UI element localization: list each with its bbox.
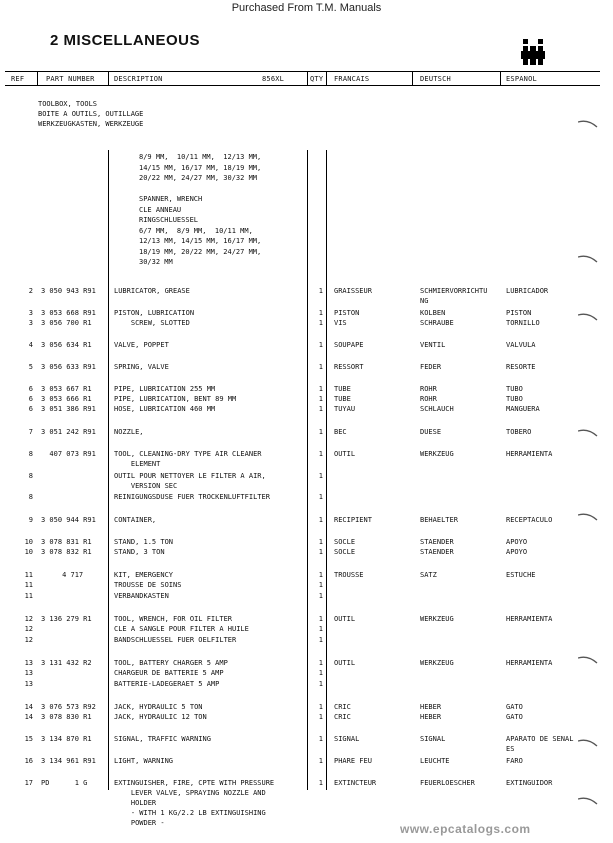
- row-part-number: 3 076 573 R92: [41, 703, 96, 711]
- row-description: CONTAINER,: [114, 516, 157, 524]
- row-francais: TUBE: [334, 385, 351, 393]
- row-description: STAND, 1.5 TON: [114, 538, 174, 546]
- row-deutsch: SATZ: [420, 571, 437, 579]
- row-francais: VIS: [334, 319, 347, 327]
- margin-mark-icon: [578, 655, 598, 665]
- row-deutsch: LEUCHTE: [420, 757, 450, 765]
- row-description: KIT, EMERGENCY: [114, 571, 174, 579]
- row-espanol: TUBO: [506, 385, 523, 393]
- row-ref: 4: [28, 341, 33, 349]
- row-part-number: 3 050 944 R91: [41, 516, 96, 524]
- intro-line-2: BOITE A OUTILS, OUTILLAGE: [38, 110, 144, 118]
- row-qty: 1: [318, 428, 323, 436]
- margin-mark-icon: [578, 738, 598, 748]
- row-qty: 1: [318, 385, 323, 393]
- row-qty: 1: [318, 493, 323, 501]
- row-ref: 12: [24, 625, 33, 633]
- row-description: EXTINGUISHER, FIRE, CPTE WITH PRESSURE LEVER VALVE, SPRAYING NOZZLE AND HOLDER - WITH 1 KG/2.2 LB EXTINGUISHING POWDER -: [114, 779, 275, 827]
- row-ref: 11: [24, 571, 33, 579]
- row-description: BANDSCHLUESSEL FUER OELFILTER: [114, 636, 237, 644]
- row-qty: 1: [318, 516, 323, 524]
- row-francais: SIGNAL: [334, 735, 360, 743]
- row-part-number: 3 053 667 R1: [41, 385, 92, 393]
- row-ref: 7: [28, 428, 33, 436]
- row-description: CHARGEUR DE BATTERIE 5 AMP: [114, 669, 224, 677]
- row-ref: 10: [24, 548, 33, 556]
- row-description: NOZZLE,: [114, 428, 144, 436]
- row-espanol: HERRAMIENTA: [506, 450, 553, 458]
- row-part-number: 3 050 943 R91: [41, 287, 96, 295]
- row-deutsch: HEBER: [420, 713, 442, 721]
- col-sep-de: [500, 71, 501, 85]
- row-deutsch: ROHR: [420, 395, 437, 403]
- row-ref: 14: [24, 713, 33, 721]
- row-ref: 12: [24, 636, 33, 644]
- size-list-line: 30/32 MM: [139, 258, 173, 266]
- row-espanol: APARATO DE SENAL ES: [506, 735, 574, 753]
- row-espanol: HERRAMIENTA: [506, 615, 553, 623]
- row-description: JACK, HYDRAULIC 12 TON: [114, 713, 207, 721]
- row-francais: EXTINCTEUR: [334, 779, 377, 787]
- row-description: HOSE, LUBRICATION 460 MM: [114, 405, 216, 413]
- row-part-number: 3 053 666 R1: [41, 395, 92, 403]
- row-espanol: APOYO: [506, 548, 528, 556]
- row-deutsch: DUESE: [420, 428, 442, 436]
- row-qty: 1: [318, 779, 323, 787]
- row-description: LUBRICATOR, GREASE: [114, 287, 190, 295]
- margin-mark-icon: [578, 428, 598, 438]
- row-ref: 8: [28, 493, 33, 501]
- row-deutsch: FEDER: [420, 363, 442, 371]
- row-francais: OUTIL: [334, 615, 356, 623]
- row-description: PIPE, LUBRICATION, BENT 89 MM: [114, 395, 237, 403]
- row-description: BATTERIE-LADEGERAET 5 AMP: [114, 680, 220, 688]
- row-qty: 1: [318, 625, 323, 633]
- row-description: JACK, HYDRAULIC 5 TON: [114, 703, 203, 711]
- row-ref: 3: [28, 319, 33, 327]
- col-header-part-number: PART NUMBER: [46, 75, 95, 83]
- row-part-number: PD 1 G: [41, 779, 88, 787]
- row-description: CLE A SANGLE POUR FILTER A HUILE: [114, 625, 249, 633]
- col-sep-part: [108, 71, 109, 85]
- row-francais: GRAISSEUR: [334, 287, 372, 295]
- row-ref: 11: [24, 592, 33, 600]
- row-francais: PHARE FEU: [334, 757, 372, 765]
- row-qty: 1: [318, 319, 323, 327]
- row-part-number: 3 131 432 R2: [41, 659, 92, 667]
- col-header-qty: QTY: [310, 75, 324, 83]
- intro-line-1: TOOLBOX, TOOLS: [38, 100, 98, 108]
- row-qty: 1: [318, 287, 323, 295]
- row-ref: 6: [28, 385, 33, 393]
- row-part-number: 4 717: [41, 571, 84, 579]
- row-ref: 10: [24, 538, 33, 546]
- row-qty: 1: [318, 581, 323, 589]
- row-deutsch: WERKZEUG: [420, 450, 454, 458]
- row-espanol: GATO: [506, 703, 523, 711]
- row-ref: 6: [28, 395, 33, 403]
- row-part-number: 3 051 242 R91: [41, 428, 96, 436]
- row-qty: 1: [318, 341, 323, 349]
- row-ref: 3: [28, 309, 33, 317]
- row-description: SIGNAL, TRAFFIC WARNING: [114, 735, 211, 743]
- row-ref: 9: [28, 516, 33, 524]
- row-description: PISTON, LUBRICATION: [114, 309, 195, 317]
- size-list-line: 8/9 MM, 10/11 MM, 12/13 MM,: [139, 153, 262, 161]
- size-list-line: RINGSCHLUESSEL: [139, 216, 199, 224]
- row-part-number: 3 078 830 R1: [41, 713, 92, 721]
- margin-mark-icon: [578, 312, 598, 322]
- row-deutsch: SIGNAL: [420, 735, 446, 743]
- row-espanol: RECEPTACULO: [506, 516, 553, 524]
- row-part-number: 3 078 832 R1: [41, 548, 92, 556]
- header-top-rule: [5, 71, 600, 72]
- body-sep-qty: [326, 150, 327, 790]
- row-espanol: MANGUERA: [506, 405, 540, 413]
- purchased-watermark: Purchased From T.M. Manuals: [231, 2, 382, 14]
- row-ref: 12: [24, 615, 33, 623]
- row-description: SPRING, VALVE: [114, 363, 169, 371]
- col-sep-qty: [326, 71, 327, 85]
- row-part-number: 3 053 668 R91: [41, 309, 96, 317]
- row-deutsch: ROHR: [420, 385, 437, 393]
- row-ref: 6: [28, 405, 33, 413]
- row-description: TOOL, BATTERY CHARGER 5 AMP: [114, 659, 228, 667]
- row-ref: 8: [28, 472, 33, 480]
- row-francais: OUTIL: [334, 659, 356, 667]
- row-deutsch: VENTIL: [420, 341, 446, 349]
- row-francais: CRIC: [334, 713, 351, 721]
- row-description: TROUSSE DE SOINS: [114, 581, 182, 589]
- row-francais: CRIC: [334, 703, 351, 711]
- row-qty: 1: [318, 735, 323, 743]
- row-deutsch: SCHRAUBE: [420, 319, 454, 327]
- intro-line-3: WERKZEUGKASTEN, WERKZEUGE: [38, 120, 144, 128]
- row-qty: 1: [318, 309, 323, 317]
- row-description: LIGHT, WARNING: [114, 757, 174, 765]
- row-ref: 13: [24, 669, 33, 677]
- row-ref: 13: [24, 680, 33, 688]
- ih-logo: [521, 39, 545, 65]
- row-ref: 8: [28, 450, 33, 458]
- margin-mark-icon: [578, 512, 598, 522]
- row-qty: 1: [318, 571, 323, 579]
- row-qty: 1: [318, 395, 323, 403]
- row-espanol: TUBO: [506, 395, 523, 403]
- row-qty: 1: [318, 363, 323, 371]
- row-qty: 1: [318, 703, 323, 711]
- row-description: PIPE, LUBRICATION 255 MM: [114, 385, 216, 393]
- row-part-number: 3 078 831 R1: [41, 538, 92, 546]
- row-description: TOOL, CLEANING-DRY TYPE AIR CLEANER ELEMENT: [114, 450, 262, 468]
- row-description: SCREW, SLOTTED: [114, 319, 190, 327]
- row-part-number: 3 051 386 R91: [41, 405, 96, 413]
- section-title: 2 MISCELLANEOUS: [50, 32, 201, 49]
- row-espanol: FARO: [506, 757, 523, 765]
- row-qty: 1: [318, 669, 323, 677]
- row-deutsch: WERKZEUG: [420, 615, 454, 623]
- row-ref: 2: [28, 287, 33, 295]
- col-header-espanol: ESPANOL: [506, 75, 537, 83]
- row-espanol: HERRAMIENTA: [506, 659, 553, 667]
- col-sep-fr: [412, 71, 413, 85]
- row-deutsch: SCHMIERVORRICHTU NG: [420, 287, 488, 305]
- row-description: STAND, 3 TON: [114, 548, 165, 556]
- body-sep-part: [108, 150, 109, 790]
- col-header-deutsch: DEUTSCH: [420, 75, 451, 83]
- row-qty: 1: [318, 472, 323, 480]
- margin-mark-icon: [578, 796, 598, 806]
- size-list-line: 18/19 MM, 20/22 MM, 24/27 MM,: [139, 247, 262, 256]
- row-ref: 13: [24, 659, 33, 667]
- row-ref: 11: [24, 581, 33, 589]
- row-francais: RESSORT: [334, 363, 364, 371]
- size-list-line: 6/7 MM, 8/9 MM, 10/11 MM,: [139, 226, 253, 235]
- row-deutsch: WERKZEUG: [420, 659, 454, 667]
- row-espanol: GATO: [506, 713, 523, 721]
- row-qty: 1: [318, 405, 323, 413]
- row-part-number: 3 134 961 R91: [41, 757, 96, 765]
- row-espanol: ESTUCHE: [506, 571, 536, 579]
- row-francais: PISTON: [334, 309, 360, 317]
- row-espanol: VALVULA: [506, 341, 536, 349]
- row-francais: SOCLE: [334, 548, 356, 556]
- row-francais: TROUSSE: [334, 571, 364, 579]
- row-part-number: 3 136 279 R1: [41, 615, 92, 623]
- row-deutsch: HEBER: [420, 703, 442, 711]
- row-espanol: EXTINGUIDOR: [506, 779, 553, 787]
- row-francais: OUTIL: [334, 450, 356, 458]
- row-description: REINIGUNGSDUSE FUER TROCKENLUFTFILTER: [114, 493, 270, 501]
- row-francais: RECIPIENT: [334, 516, 372, 524]
- row-ref: 16: [24, 757, 33, 765]
- row-qty: 1: [318, 713, 323, 721]
- row-qty: 1: [318, 757, 323, 765]
- row-part-number: 407 073 R91: [41, 450, 96, 458]
- row-deutsch: STAENDER: [420, 538, 454, 546]
- size-list-line: CLE ANNEAU: [139, 205, 182, 214]
- row-part-number: 3 056 700 R1: [41, 319, 92, 327]
- row-qty: 1: [318, 538, 323, 546]
- row-qty: 1: [318, 450, 323, 458]
- col-sep-desc: [307, 71, 308, 85]
- col-sep-ref: [37, 71, 38, 85]
- margin-mark-icon: [578, 119, 598, 129]
- row-description: TOOL, WRENCH, FOR OIL FILTER: [114, 615, 233, 623]
- row-francais: BEC: [334, 428, 347, 436]
- col-header-description: DESCRIPTION: [114, 75, 163, 83]
- row-ref: 5: [28, 363, 33, 371]
- size-list-line: 14/15 MM, 16/17 MM, 18/19 MM,: [139, 163, 262, 172]
- margin-mark-icon: [578, 254, 598, 264]
- col-header-francais: FRANCAIS: [334, 75, 370, 83]
- row-deutsch: STAENDER: [420, 548, 454, 556]
- row-qty: 1: [318, 548, 323, 556]
- body-sep-desc: [307, 150, 308, 790]
- col-header-model: 856XL: [262, 75, 285, 83]
- row-espanol: TOBERO: [506, 428, 532, 436]
- row-francais: SOUPAPE: [334, 341, 364, 349]
- row-espanol: LUBRICADOR: [506, 287, 549, 295]
- row-ref: 15: [24, 735, 33, 743]
- row-deutsch: BEHAELTER: [420, 516, 458, 524]
- row-espanol: APOYO: [506, 538, 528, 546]
- row-francais: SOCLE: [334, 538, 356, 546]
- row-espanol: TORNILLO: [506, 319, 540, 327]
- row-francais: TUBE: [334, 395, 351, 403]
- row-part-number: 3 056 633 R91: [41, 363, 96, 371]
- row-francais: TUYAU: [334, 405, 356, 413]
- row-qty: 1: [318, 592, 323, 600]
- size-list-line: 12/13 MM, 14/15 MM, 16/17 MM,: [139, 237, 262, 245]
- size-list-line: SPANNER, WRENCH: [139, 195, 203, 203]
- row-qty: 1: [318, 680, 323, 688]
- row-ref: 14: [24, 703, 33, 711]
- row-ref: 17: [24, 779, 33, 787]
- row-deutsch: SCHLAUCH: [420, 405, 454, 413]
- row-qty: 1: [318, 615, 323, 623]
- row-description: VERBANDKASTEN: [114, 592, 169, 600]
- row-espanol: PISTON: [506, 309, 532, 317]
- row-qty: 1: [318, 659, 323, 667]
- row-part-number: 3 134 870 R1: [41, 735, 92, 743]
- epcatalogs-watermark: www.epcatalogs.com: [400, 822, 531, 836]
- size-list-line: 20/22 MM, 24/27 MM, 30/32 MM: [139, 174, 258, 182]
- row-espanol: RESORTE: [506, 363, 536, 371]
- col-header-ref: REF: [11, 75, 25, 83]
- row-description: VALVE, POPPET: [114, 341, 169, 349]
- header-bottom-rule: [5, 85, 600, 86]
- row-part-number: 3 056 634 R1: [41, 341, 92, 349]
- row-description: OUTIL POUR NETTOYER LE FILTER A AIR, VERSION SEC: [114, 472, 266, 490]
- row-qty: 1: [318, 636, 323, 644]
- row-deutsch: KOLBEN: [420, 309, 446, 317]
- row-deutsch: FEUERLOESCHER: [420, 779, 475, 787]
